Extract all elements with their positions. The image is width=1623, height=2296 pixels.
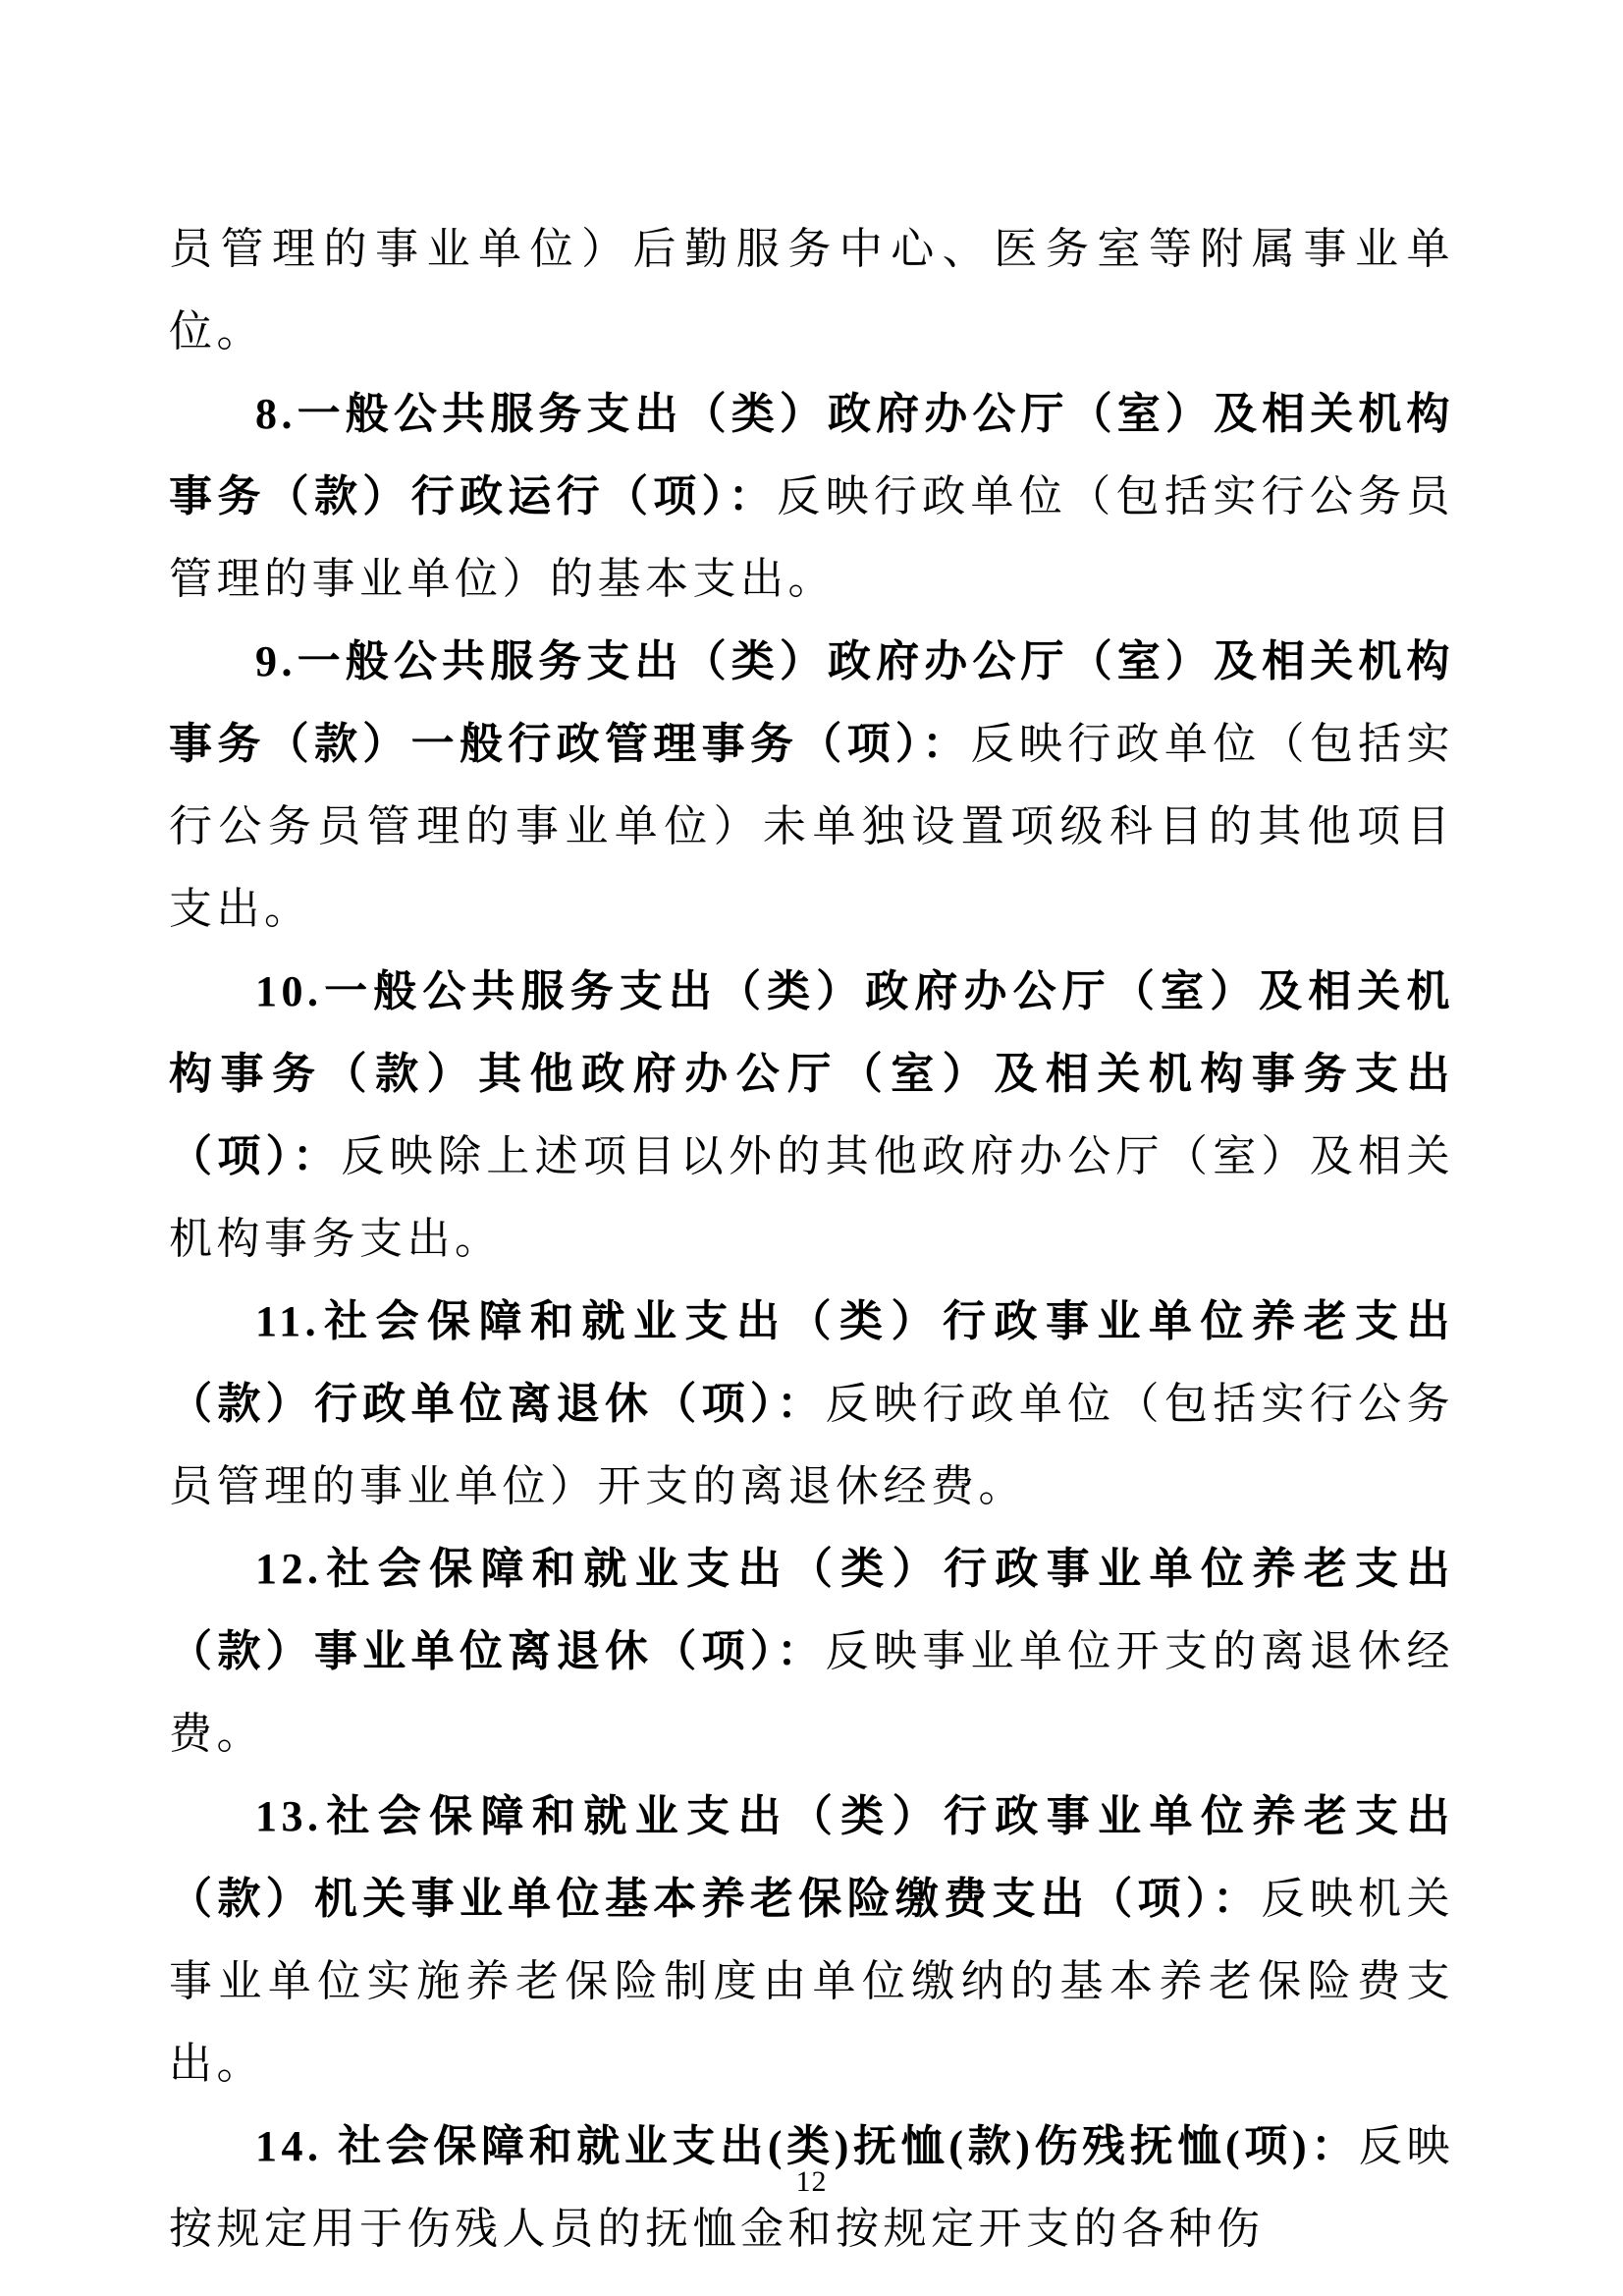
paragraph-text: 反映行政单位（包括实行公务员管理的事业单位）未单独设置项级科目的其他项目支出。 xyxy=(169,720,1455,933)
paragraph-heading: 11.社会保障和就业支出（类）行政事业单位养老支出（款）行政单位离退休（项）： xyxy=(169,1297,1454,1428)
paragraph-text: 反映除上述项目以外的其他政府办公厅（室）及相关机构事务支出。 xyxy=(169,1132,1455,1263)
paragraph xyxy=(169,1776,1454,2105)
paragraph xyxy=(169,951,1454,1281)
paragraph xyxy=(169,1528,1454,1776)
paragraph-text: 反映行政单位（包括实行公务员管理的事业单位）的基本支出。 xyxy=(169,472,1454,603)
paragraph-text: 反映行政单位（包括实行公务员管理的事业单位）开支的离退休经费。 xyxy=(169,1380,1455,1510)
paragraph-heading: 10.一般公共服务支出（类）政府办公厅（室）及相关机构事务（款）其他政府办公厅（室）及相关机构事务支出（项）： xyxy=(169,967,1454,1180)
paragraph-heading: 12.社会保障和就业支出（类）行政事业单位养老支出（款）事业单位离退休（项）： xyxy=(169,1545,1454,1675)
paragraph-text: 反映机关事业单位实施养老保险制度由单位缴纳的基本养老保险费支出。 xyxy=(169,1875,1455,2088)
paragraph-text: 反映按规定用于伤残人员的抚恤金和按规定开支的各种伤 xyxy=(169,2122,1454,2253)
page-number: 12 xyxy=(795,2165,828,2198)
paragraph xyxy=(169,208,1454,373)
paragraph-heading: 14. 社会保障和就业支出(类)抚恤(款)伤残抚恤(项)： xyxy=(255,2122,1359,2170)
paragraph-text: 反映事业单位开支的离退休经费。 xyxy=(169,1627,1455,1758)
paragraph-heading: 9.一般公共服务支出（类）政府办公厅（室）及相关机构事务（款）一般行政管理事务（项）： xyxy=(169,637,1454,768)
paragraph-heading: 8.一般公共服务支出（类）政府办公厅（室）及相关机构事务（款）行政运行（项）： xyxy=(169,390,1454,520)
document-body xyxy=(169,208,1454,2270)
paragraph xyxy=(169,1281,1454,1528)
paragraph xyxy=(169,373,1454,621)
paragraph-text: 员管理的事业单位）后勤服务中心、医务室等附属事业单位。 xyxy=(169,225,1454,355)
paragraph xyxy=(169,621,1454,951)
paragraph-heading: 13.社会保障和就业支出（类）行政事业单位养老支出（款）机关事业单位基本养老保险缴费支出（项）： xyxy=(169,1792,1454,1923)
